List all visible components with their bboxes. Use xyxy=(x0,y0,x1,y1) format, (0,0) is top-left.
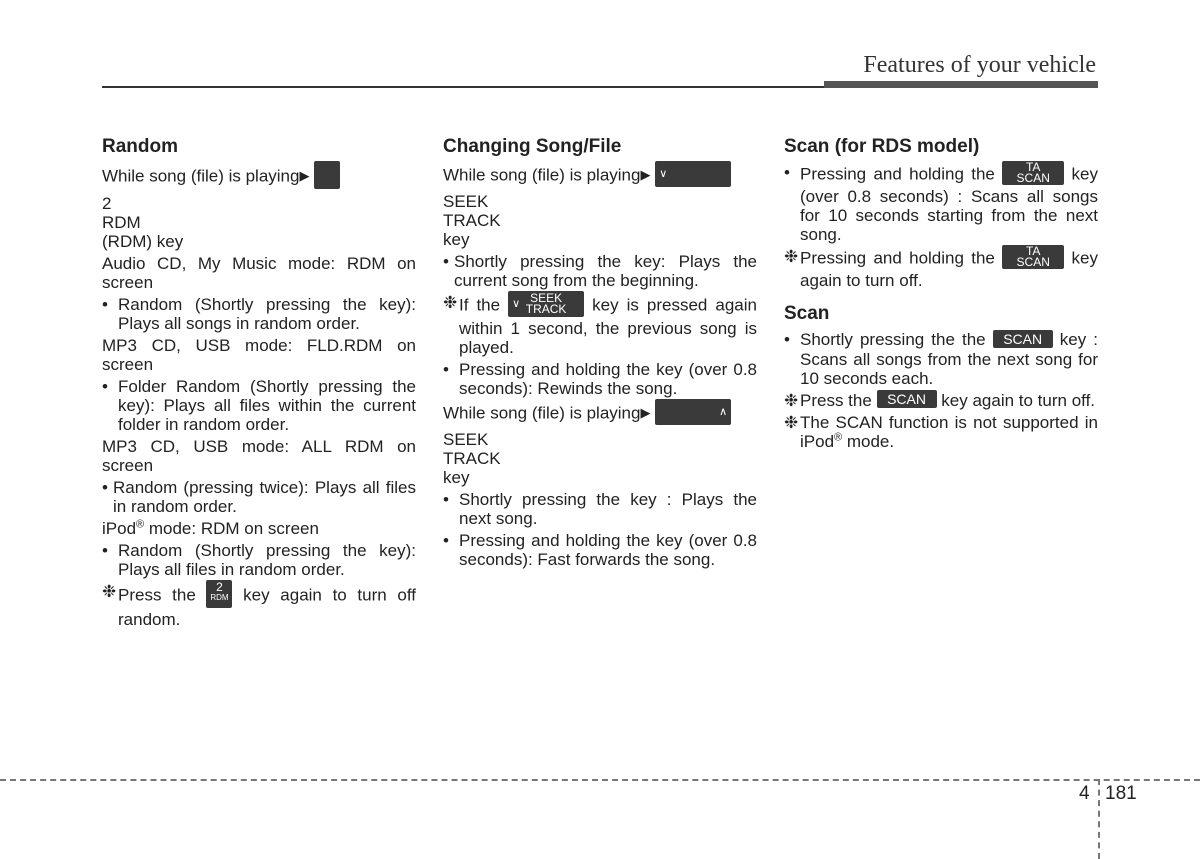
para-playing-rdm: While song (file) is playing▶ xyxy=(102,163,416,191)
bullet-scan-hold: • Pressing and holding the TA SCAN key (over 0.8 seconds) : Scans all songs for 10 seconds starting from the next song. xyxy=(784,160,1098,244)
bullet-restart-song: • Shortly pressing the key: Plays the current song from the beginning. xyxy=(443,252,757,290)
bullet-random-ipod: • Random (Shortly pressing the key): Plays all files in random order. xyxy=(102,541,416,579)
heading-random: Random xyxy=(102,136,178,157)
ta-scan-key-icon: TA SCAN xyxy=(1002,245,1064,269)
note-icon: ❉ xyxy=(784,413,799,433)
para-ipod: iPod® mode: RDM on screen xyxy=(102,518,319,538)
scan-key-icon: SCAN xyxy=(993,330,1053,348)
para-mp3-all: MP3 CD, USB mode: ALL RDM on screen xyxy=(102,437,416,475)
note-scan-press-off: ❉ Press the SCAN key again to turn off. xyxy=(784,390,1096,410)
para-playing-seek-down: While song (file) is playing▶ ∨ xyxy=(443,163,757,189)
column-changing-song: Changing Song/File While song (file) is playing▶ ∨ SEEK TRACK key • Shortly pressing the key: Plays the current song from the beginning. ❉ If the ∨ SEEK TRACK key is pressed again within 1 second, the previous song is played. • Pressing and holding the key (over 0.8 seconds): Rewinds the song. While song (file) is playing▶ ∧ SEEK TRACK key • Shortly pressing the key : Plays the next song. • Pressing and holding the key (over 0.8 seconds): Fast forwards the song. xyxy=(443,136,757,569)
page-number: 181 xyxy=(1105,783,1137,804)
note-scan-ipod: ❉ The SCAN function is not supported in iPod® mode. xyxy=(784,413,1098,452)
seek-track-down-key-icon: ∨ SEEK TRACK xyxy=(508,291,584,317)
heading-scan-rds: Scan (for RDS model) xyxy=(784,136,980,157)
rdm-key-icon xyxy=(314,161,340,189)
play-arrow-icon: ▶ xyxy=(640,166,651,182)
footer-dashed-rule xyxy=(0,779,1200,781)
note-turn-off-random: ❉ Press the 2 RDM key again to turn off random. xyxy=(102,580,416,629)
para-playing-seek-up: While song (file) is playing▶ ∧ xyxy=(443,401,757,427)
play-arrow-icon: ▶ xyxy=(640,404,651,420)
rdm-key-icon: 2 RDM xyxy=(206,580,232,608)
bullet-rewind: • Pressing and holding the key (over 0.8 seconds): Rewinds the song. xyxy=(443,360,757,398)
para-mp3-fld: MP3 CD, USB mode: FLD.RDM on screen xyxy=(102,336,416,374)
para-audio-cd: Audio CD, My Music mode: RDM on screen xyxy=(102,254,416,292)
footer-vertical-rule xyxy=(1098,779,1100,859)
header-rule-thick xyxy=(824,81,1098,88)
heading-changing-song: Changing Song/File xyxy=(443,136,622,157)
bullet-random-1: • Random (Shortly pressing the key): Plays all songs in random order. xyxy=(102,295,416,333)
bullet-fast-forward: • Pressing and holding the key (over 0.8 seconds): Fast forwards the song. xyxy=(443,531,757,569)
seek-track-down-key-icon: ∨ xyxy=(655,161,731,187)
play-arrow-icon: ▶ xyxy=(299,167,310,183)
column-random: Random While song (file) is playing▶ 2 RDM (RDM) key Audio CD, My Music mode: RDM on screen • Random (Shortly pressing the key): Plays all songs in random order. MP3 CD, USB mode: FLD.RDM on screen • Folder Random (Shortly pressing the key): Plays all files within the current folder in random order. MP3 CD, USB mode: ALL RDM on screen • Random (pressing twice): Plays all files in random order. iPod® mode: RDM on screen • Random (Shortly pressing the key): Plays all files in random order. ❉ Press the 2 RDM key again to turn off random. xyxy=(102,136,416,629)
note-scan-turn-off: ❉ Pressing and holding the TA SCAN key again to turn off. xyxy=(784,244,1098,290)
bullet-folder-random: • Folder Random (Shortly pressing the key): Plays all files within the current folder in random order. xyxy=(102,377,416,434)
scan-key-icon: SCAN xyxy=(877,390,937,408)
header-rule-thin xyxy=(102,86,824,88)
note-icon: ❉ xyxy=(784,247,799,266)
column-scan xyxy=(784,135,1098,454)
bullet-scan-short: • Shortly pressing the the SCAN key : Scans all songs from the next song for 10 seconds each. xyxy=(784,330,1098,388)
note-icon: ❉ xyxy=(443,293,458,312)
ta-scan-key-icon: TA SCAN xyxy=(1002,161,1064,185)
page-header-title: Features of your vehicle xyxy=(863,52,1096,78)
note-icon: ❉ xyxy=(102,582,117,601)
bullet-next-song: • Shortly pressing the key : Plays the next song. xyxy=(443,490,757,528)
seek-track-up-key-icon: ∧ xyxy=(655,399,731,425)
note-previous-song: ❉ If the ∨ SEEK TRACK key is pressed again within 1 second, the previous song is played. xyxy=(443,291,757,357)
chapter-number: 4 xyxy=(1079,783,1090,804)
heading-scan: Scan xyxy=(784,303,830,324)
note-icon: ❉ xyxy=(784,390,799,410)
bullet-random-twice: • Random (pressing twice): Plays all files in random order. xyxy=(102,478,416,516)
